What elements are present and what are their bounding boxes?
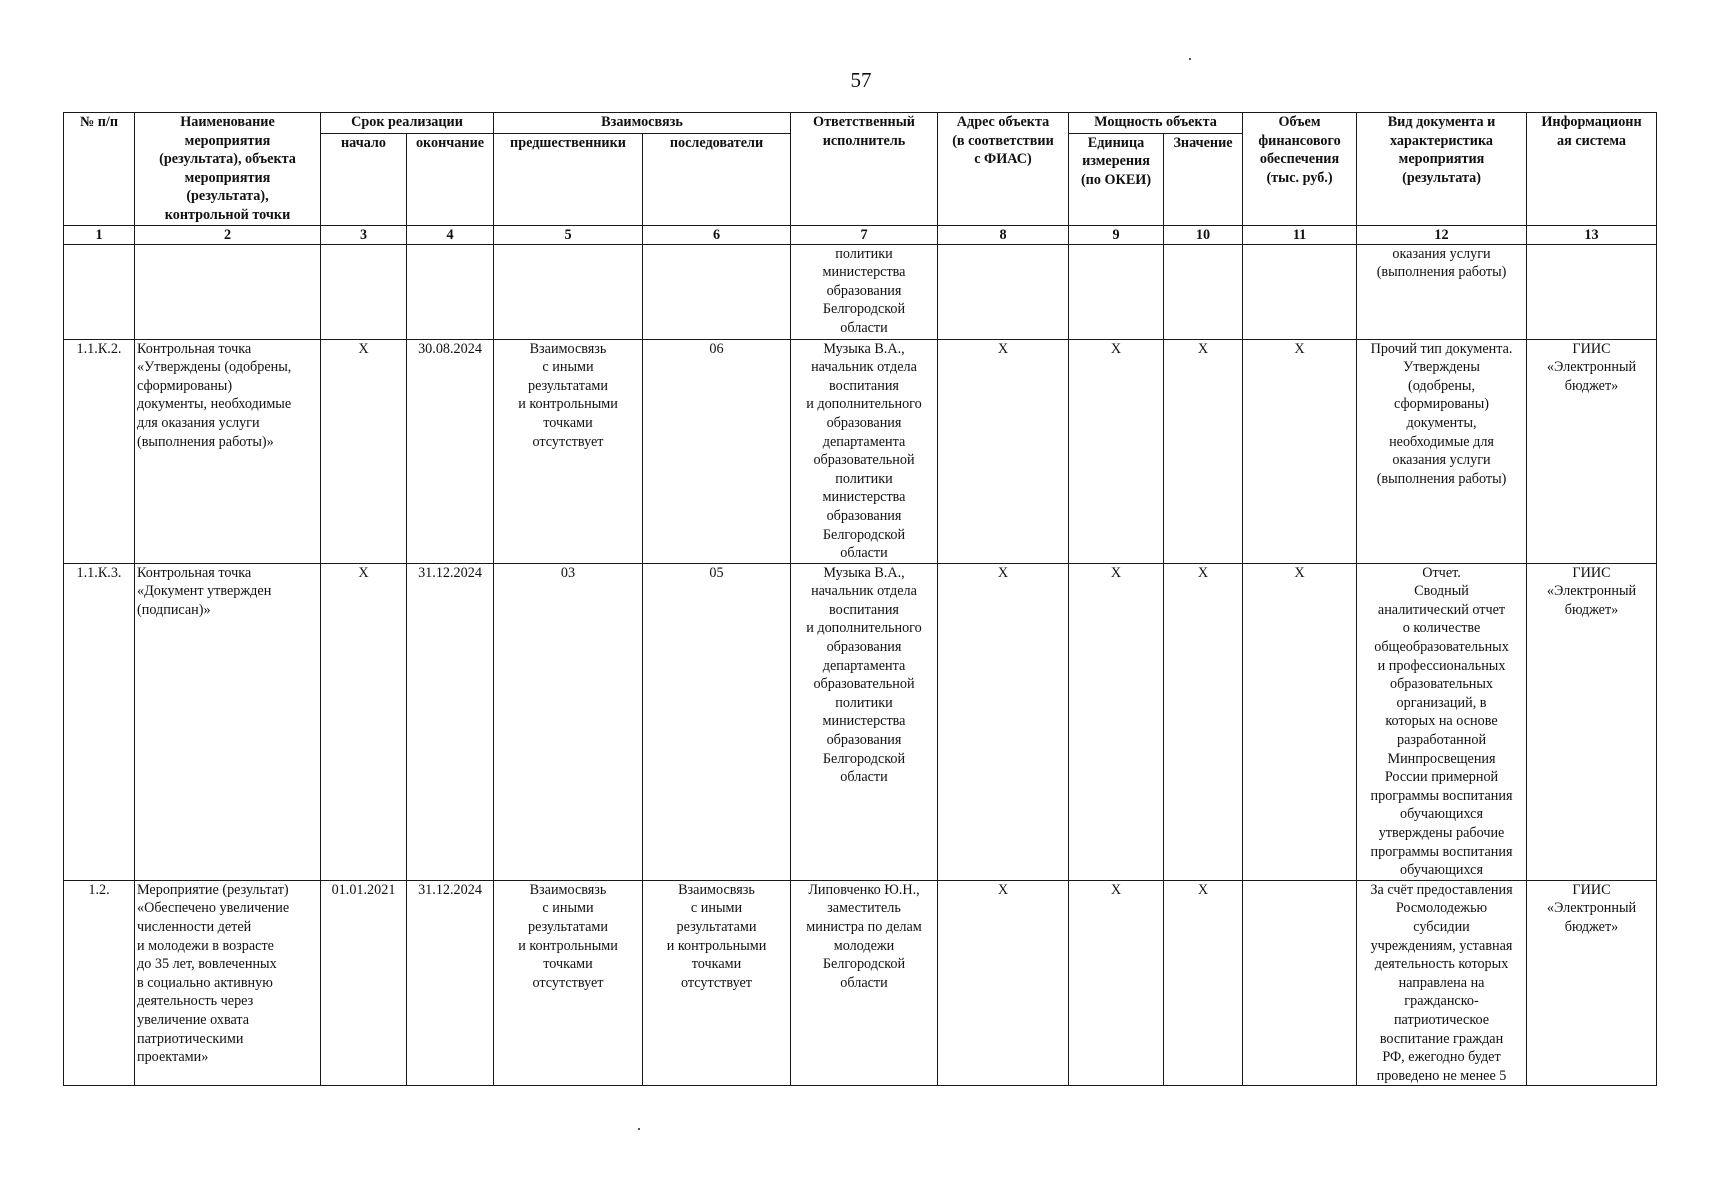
header-relation: Взаимосвязь: [494, 113, 791, 134]
row-name: Мероприятие (результат) «Обеспечено увеличение численности детей и молодежи в возрасте до 35 лет, вовлеченных в социально активную деятельность через увеличение охвата патриотическими проектами»: [135, 880, 321, 1086]
column-number: 3: [321, 225, 407, 244]
row-start: X: [321, 339, 407, 563]
row-start: 01.01.2021: [321, 880, 407, 1086]
row-finance: [1243, 880, 1357, 1086]
column-number: 7: [791, 225, 938, 244]
row-responsible: Липовченко Ю.Н., заместитель министра по делам молодежи Белгородской области: [791, 880, 938, 1086]
row-predecessors: Взаимосвязь с иными результатами и контрольными точками отсутствует: [494, 339, 643, 563]
column-number: 6: [643, 225, 791, 244]
row-system: ГИИС «Электронный бюджет»: [1527, 563, 1657, 880]
column-number: 11: [1243, 225, 1357, 244]
column-number: 13: [1527, 225, 1657, 244]
row-successors: Взаимосвязь с иными результатами и контрольными точками отсутствует: [643, 880, 791, 1086]
table-row: [64, 244, 1657, 339]
header-address: Адрес объекта (в соответствии с ФИАС): [938, 113, 1069, 226]
plan-table: [63, 112, 1657, 1086]
row-unit: X: [1069, 563, 1164, 880]
row-number: 1.2.: [64, 880, 135, 1086]
header-capacity-unit: Единица измерения (по ОКЕИ): [1069, 133, 1164, 225]
row-value: X: [1164, 563, 1243, 880]
row-successors: 06: [643, 339, 791, 563]
row-end: 31.12.2024: [407, 880, 494, 1086]
row-value: X: [1164, 339, 1243, 563]
header-capacity-value: Значение: [1164, 133, 1243, 225]
row-unit: X: [1069, 880, 1164, 1086]
row-address: X: [938, 563, 1069, 880]
row-responsible: Музыка В.А., начальник отдела воспитания и дополнительного образования департамента образовательной политики министерства образования Белгородской области: [791, 339, 938, 563]
column-number: 2: [135, 225, 321, 244]
column-number: 12: [1357, 225, 1527, 244]
row-address: [938, 244, 1069, 339]
column-number: 10: [1164, 225, 1243, 244]
row-end: 31.12.2024: [407, 563, 494, 880]
row-end: [407, 244, 494, 339]
table-row: [64, 339, 1657, 563]
row-address: X: [938, 339, 1069, 563]
row-name: [135, 244, 321, 339]
page-number: 57: [850, 68, 872, 92]
header-relation-pred: предшественники: [494, 133, 643, 225]
row-system: ГИИС «Электронный бюджет»: [1527, 339, 1657, 563]
row-start: [321, 244, 407, 339]
row-finance: X: [1243, 339, 1357, 563]
column-number-row: [64, 225, 1657, 244]
row-number: [64, 244, 135, 339]
header-name: Наименование мероприятия (результата), объекта мероприятия (результата), контрольной точки: [135, 113, 321, 226]
header-finance: Объем финансового обеспечения (тыс. руб.): [1243, 113, 1357, 226]
row-value: [1164, 244, 1243, 339]
header-capacity: Мощность объекта: [1069, 113, 1243, 134]
row-number: 1.1.К.3.: [64, 563, 135, 880]
row-predecessors: 03: [494, 563, 643, 880]
column-number: 8: [938, 225, 1069, 244]
row-unit: X: [1069, 339, 1164, 563]
row-doc: За счёт предоставления Росмолодежью субсидии учреждениям, уставная деятельность которых направлена на гражданско- патриотическое воспитание граждан РФ, ежегодно будет проведено не менее 5: [1357, 880, 1527, 1086]
row-value: X: [1164, 880, 1243, 1086]
row-finance: [1243, 244, 1357, 339]
header-info-system: Информационн ая система: [1527, 113, 1657, 226]
row-name: Контрольная точка «Утверждены (одобрены, сформированы) документы, необходимые для оказания услуги (выполнения работы)»: [135, 339, 321, 563]
column-number: 1: [64, 225, 135, 244]
row-responsible: Музыка В.А., начальник отдела воспитания и дополнительного образования департамента образовательной политики министерства образования Белгородской области: [791, 563, 938, 880]
header-period-end: окончание: [407, 133, 494, 225]
row-start: X: [321, 563, 407, 880]
row-number: 1.1.К.2.: [64, 339, 135, 563]
row-predecessors: Взаимосвязь с иными результатами и контрольными точками отсутствует: [494, 880, 643, 1086]
row-successors: 05: [643, 563, 791, 880]
row-doc: Прочий тип документа. Утверждены (одобрены, сформированы) документы, необходимые для оказания услуги (выполнения работы): [1357, 339, 1527, 563]
header-period-start: начало: [321, 133, 407, 225]
row-responsible: политики министерства образования Белгородской области: [791, 244, 938, 339]
scan-speck: [1189, 58, 1191, 60]
scan-speck: [638, 1128, 640, 1130]
row-name: Контрольная точка «Документ утвержден (подписан)»: [135, 563, 321, 880]
column-number: 9: [1069, 225, 1164, 244]
row-predecessors: [494, 244, 643, 339]
row-system: [1527, 244, 1657, 339]
row-unit: [1069, 244, 1164, 339]
table-header: [64, 113, 1657, 245]
column-number: 5: [494, 225, 643, 244]
row-successors: [643, 244, 791, 339]
row-end: 30.08.2024: [407, 339, 494, 563]
table-row: [64, 880, 1657, 1086]
header-number: № п/п: [64, 113, 135, 226]
row-doc: оказания услуги (выполнения работы): [1357, 244, 1527, 339]
row-address: X: [938, 880, 1069, 1086]
header-period: Срок реализации: [321, 113, 494, 134]
header-doc-type: Вид документа и характеристика мероприятия (результата): [1357, 113, 1527, 226]
row-system: ГИИС «Электронный бюджет»: [1527, 880, 1657, 1086]
table-body: [64, 244, 1657, 1086]
column-number: 4: [407, 225, 494, 244]
row-finance: X: [1243, 563, 1357, 880]
header-responsible: Ответственный исполнитель: [791, 113, 938, 226]
table-row: [64, 563, 1657, 880]
header-relation-next: последователи: [643, 133, 791, 225]
row-doc: Отчет. Сводный аналитический отчет о количестве общеобразовательных и профессиональных образовательных организаций, в которых на основе разработанной Минпросвещения России примерной программы воспитания обучающихся утверждены рабочие программы воспитания обучающихся: [1357, 563, 1527, 880]
